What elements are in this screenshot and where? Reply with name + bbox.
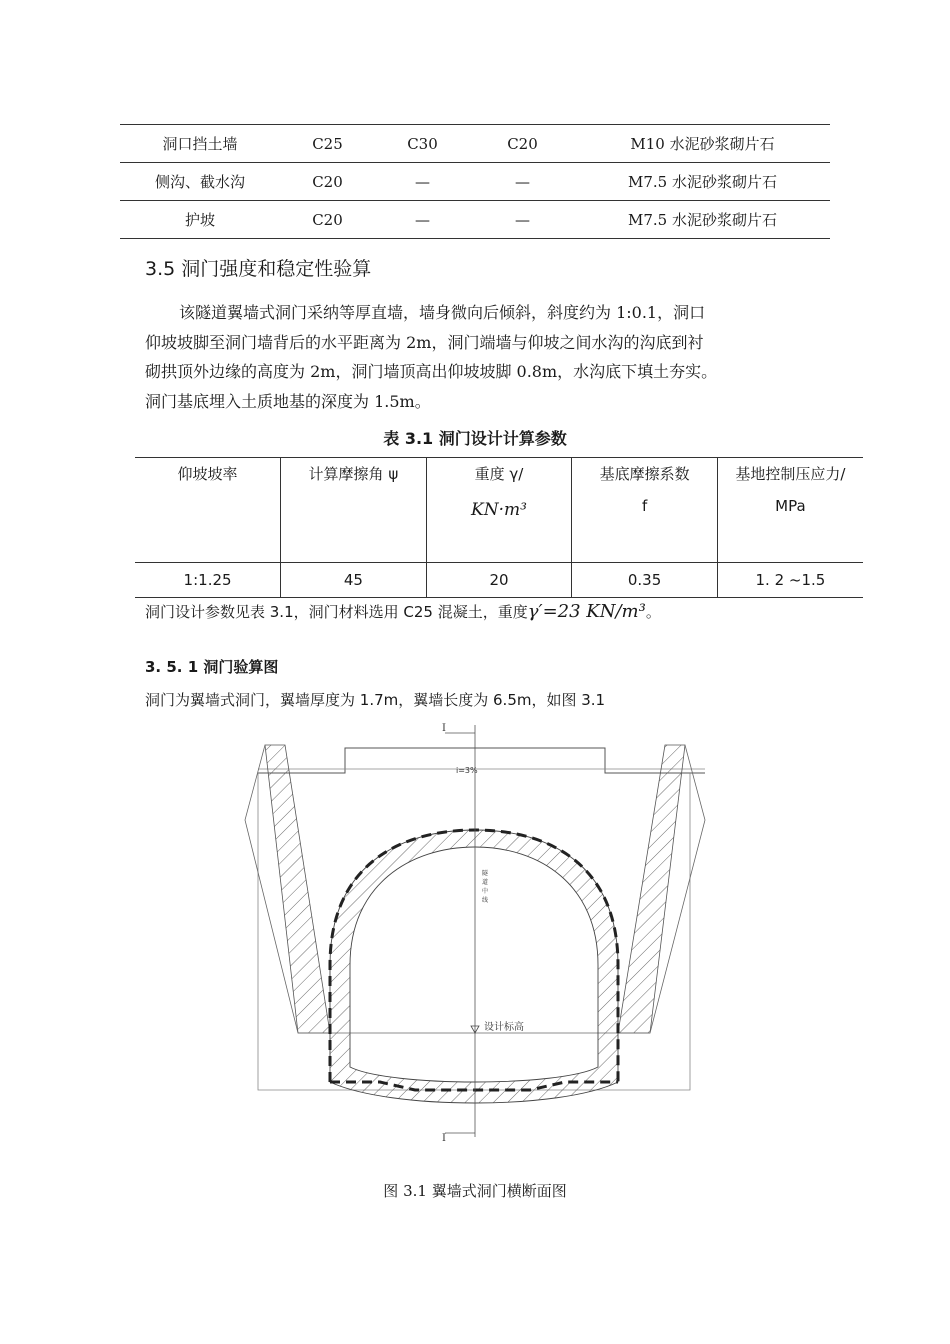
table-cell: C25 <box>280 125 375 163</box>
portal-frame <box>258 773 690 1090</box>
slope-label: i=3% <box>456 766 478 775</box>
note-end: 。 <box>645 603 661 621</box>
left-wing-wall <box>265 745 330 1033</box>
body-paragraph <box>145 298 835 416</box>
table-row <box>135 563 863 598</box>
centerline-text: 隧道中线 <box>482 870 489 904</box>
table-caption: 表 3.1 洞门设计计算参数 <box>383 429 567 448</box>
paragraph-line <box>145 298 835 328</box>
table-cell: — <box>375 201 470 239</box>
header-text: 仰坡坡率 <box>177 465 238 483</box>
table-row <box>120 201 830 239</box>
portal-cross-section-figure <box>230 715 720 1155</box>
table-cell: C20 <box>470 125 575 163</box>
section-mark-top: I <box>442 723 446 734</box>
table-cell: 侧沟、截水沟 <box>120 163 280 201</box>
table-cell: 1. 2 ~1.5 <box>717 563 863 598</box>
header-text: 计算摩擦角 ψ <box>308 465 399 483</box>
table-cell: C30 <box>375 125 470 163</box>
table-cell: 1:1.25 <box>135 563 281 598</box>
figure-caption: 图 3.1 翼墙式洞门横断面图 <box>383 1182 567 1200</box>
table-cell: M10 水泥砂浆砌片石 <box>575 125 830 163</box>
parameter-table <box>135 457 863 598</box>
parameter-note <box>145 601 661 622</box>
column-header <box>281 458 427 563</box>
table-row <box>120 125 830 163</box>
table-cell: M7.5 水泥砂浆砌片石 <box>575 163 830 201</box>
table-cell: — <box>375 163 470 201</box>
column-header <box>572 458 718 563</box>
table-cell: M7.5 水泥砂浆砌片石 <box>575 201 830 239</box>
note-text: 洞门设计参数见表 3.1，洞门材料选用 C25 混凝土，重度 <box>145 603 528 621</box>
paragraph-line: 砌拱顶外边缘的高度为 2m，洞门墙顶高出仰坡坡脚 0.8m，水沟底下填土夯实。 <box>145 362 718 381</box>
header-text: 基底摩擦系数 <box>599 465 690 483</box>
header-unit: KN·m³ <box>471 500 527 520</box>
table-cell: C20 <box>280 163 375 201</box>
paragraph-line: 仰坡坡脚至洞门墙背后的水平距离为 2m，洞门端墙与仰坡之间水沟的沟底到衬 <box>145 332 704 352</box>
column-header <box>717 458 863 563</box>
section-mark-bottom: I <box>442 1133 446 1144</box>
column-header <box>426 458 572 563</box>
tunnel-lining <box>330 830 618 1103</box>
table-cell: 护坡 <box>120 201 280 239</box>
right-wing-wall <box>618 745 685 1033</box>
header-unit: MPa <box>775 497 806 515</box>
table-row <box>120 163 830 201</box>
table-cell: 0.35 <box>572 563 718 598</box>
design-level-label: 设计标高 <box>484 1022 524 1033</box>
column-header <box>135 458 281 563</box>
header-text: 重度 γ/ <box>474 465 524 483</box>
table-cell: — <box>470 163 575 201</box>
table-cell: 20 <box>426 563 572 598</box>
subsection-heading: 3. 5. 1 洞门验算图 <box>145 658 279 676</box>
header-unit: f <box>641 497 648 515</box>
unit-weight-formula: γ′=23 KN/m³ <box>527 601 646 622</box>
subsection-text: 洞门为翼墙式洞门，翼墙厚度为 1.7m，翼墙长度为 6.5m，如图 3.1 <box>145 691 606 709</box>
table-cell: 洞口挡土墙 <box>120 125 280 163</box>
table-cell: C20 <box>280 201 375 239</box>
material-table <box>120 124 830 239</box>
centerline-label <box>482 869 489 904</box>
table-cell: — <box>470 201 575 239</box>
table-header-row <box>135 458 863 563</box>
section-heading: 3.5 洞门强度和稳定性验算 <box>145 258 372 280</box>
header-text: 基地控制压应力/ <box>735 465 846 483</box>
table-cell: 45 <box>281 563 427 598</box>
paragraph-line: 洞门基底埋入土质地基的深度为 1.5m。 <box>145 391 431 411</box>
paragraph-text: 该隧道翼墙式洞门采纳等厚直墙，墙身微向后倾斜，斜度约为 1:0.1，洞口 <box>179 303 706 322</box>
